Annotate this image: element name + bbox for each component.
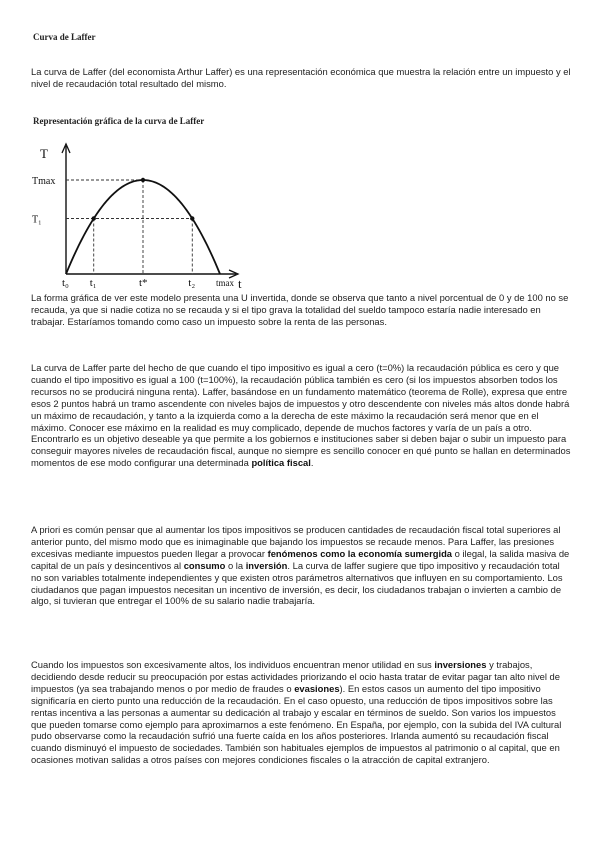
x-tick-label: t₀ (62, 277, 69, 288)
link-inversion[interactable]: inversión (245, 559, 288, 571)
point-t2 (190, 216, 194, 220)
intro-paragraph: La curva de Laffer (del economista Arthur Laffer) es una representación económica que muestra la relación entre un impuesto y el nivel de recaudación total resultado del mismo. (31, 66, 571, 89)
y-axis-label: T (40, 146, 48, 161)
paragraph-3-text-e: o la (225, 559, 246, 571)
paragraph-3-text-c: o ilegal, la salida masiva de capital de un país y desincentivos al (31, 547, 570, 571)
paragraph-3-text-a: A priori es común pensar que al aumentar los tipos impositivos se producen cantidades de recaudación fiscal total superiores al anterior punto, del mismo modo que es inimaginable que bajando los impuestos se recaude menos. Para Laffer, las presiones excesivas mediante impuestos pueden llegar a provocar (31, 524, 561, 559)
paragraph-4-text-e: ). En estos casos un aumento del tipo impositivo significaría en cierto punto una reducción de la recaudación. En el caso opuesto, una reducción de tipos impositivos sobre las rentas incentiva a las personas a aumentar su dedicación al trabajo y escalar en términos de sueldo. Son varios los impuestos que pueden tomarse como ejemplo para aproximarnos a este fenómeno. En España, por ejemplo, con la subida del IVA cultural pudo observarse como la recaudación sufrió una fuerte caída en los años posteriores. Irlanda aumentó su recaudación fiscal cuando disminuyó el impuesto de sociedades. También son habituales ejemplos de impuestos al patrimonio o al capital, que en ocasiones motivan salidas a otros países con mejores condiciones fiscales o la atracción de capital extranjero. (31, 682, 562, 766)
document-heading: Curva de Laffer (33, 32, 96, 42)
y-tick-label: T₁ (32, 214, 42, 226)
paragraph-4-text-a: Cuando los impuestos son excesivamente altos, los individuos encuentran menor utilidad en sus (31, 659, 435, 670)
point-t1 (92, 216, 96, 220)
x-tick-label: t₂ (188, 277, 196, 288)
paragraph-2-text-c: . (310, 457, 314, 469)
graph-heading: Representación gráfica de la curva de Laffer (33, 116, 205, 126)
x-tick-label: tmax (216, 278, 234, 288)
x-tick-label: t* (139, 277, 148, 288)
link-politica-fiscal[interactable]: política fiscal (251, 457, 311, 469)
point-max (141, 178, 145, 182)
paragraph-4 (31, 659, 571, 766)
link-economia-sumergida[interactable]: fenómenos como la economía sumergida (267, 547, 453, 559)
paragraph-2 (31, 362, 571, 469)
link-evasiones[interactable]: evasiones (294, 682, 340, 694)
paragraph-2-text-a: La curva de Laffer parte del hecho de que cuando el tipo impositivo es igual a cero (t=0%) la recaudación pública es cero y que cuando el tipo impositivo es igual a 100 (t=100%), la recaudación pública también es cero (si los impuestos absorben todos los recursos no se producirá ninguna renta). Laffer, basándose en un fundamento matemático (teorema de Rolle), expresa que entre esos 2 puntos habrá un tramo ascendente con niveles bajos de impuestos y otro descendente con niveles más altos donde habrá un máximo de recaudación, y tanto a la izquierda como a la derecha de este máximo la recaudación será menor que en el máximo. Conocer ese máximo en la realidad es muy complicado, depende de muchos factores y varía de un país a otro. Encontrarlo es un objetivo deseable ya que permite a los gobiernos e instituciones saber si deben bajar o subir un impuesto para conseguir mayores niveles de recaudación fiscal, aunque no siempre es sencillo conocer en qué punto se hallan en determinados momentos de ese modo configurar una determinada (31, 362, 571, 469)
laffer-curve-chart (30, 138, 270, 288)
paragraph-4-text-c: y trabajos, decidiendo desde reducir su preocupación por estas actividades priorizando el ocio hasta tratar de evitar pagar tan alto nivel de impuestos (ya sea trabajando menos o por medio de fraudes o (31, 659, 560, 694)
paragraph-3-text-g: . La curva de laffer sugiere que tipo impositivo y recaudación total no son variables totalmente independientes y que existen otros parámetros alternativos que influyen en su comportamiento. Los ciudadanos que pagan impuestos necesitan un incentivo de inversión, es decir, los ciudadanos trabajan o invierten a cambio de algo, si tuvieran que entregar el 100% de su salario nadie trabajaría. (31, 559, 563, 607)
y-tick-label: Tmax (32, 176, 56, 187)
x-axis-label: t (238, 276, 242, 288)
paragraph-1: La forma gráfica de ver este modelo presenta una U invertida, donde se observa que tanto a nivel porcentual de 0 y de 100 no se recauda, ya que si nadie cotiza no se recauda y si el tipo grava la totalidad del sueldo tampoco estaría nadie interesado en trabajar. Estaríamos tomando como caso un impuesto sobre la renta de las personas. (31, 292, 569, 327)
x-tick-label: t₁ (89, 277, 97, 288)
link-inversiones[interactable]: inversiones (434, 659, 487, 670)
paragraph-3 (31, 524, 571, 607)
link-consumo[interactable]: consumo (183, 559, 226, 571)
